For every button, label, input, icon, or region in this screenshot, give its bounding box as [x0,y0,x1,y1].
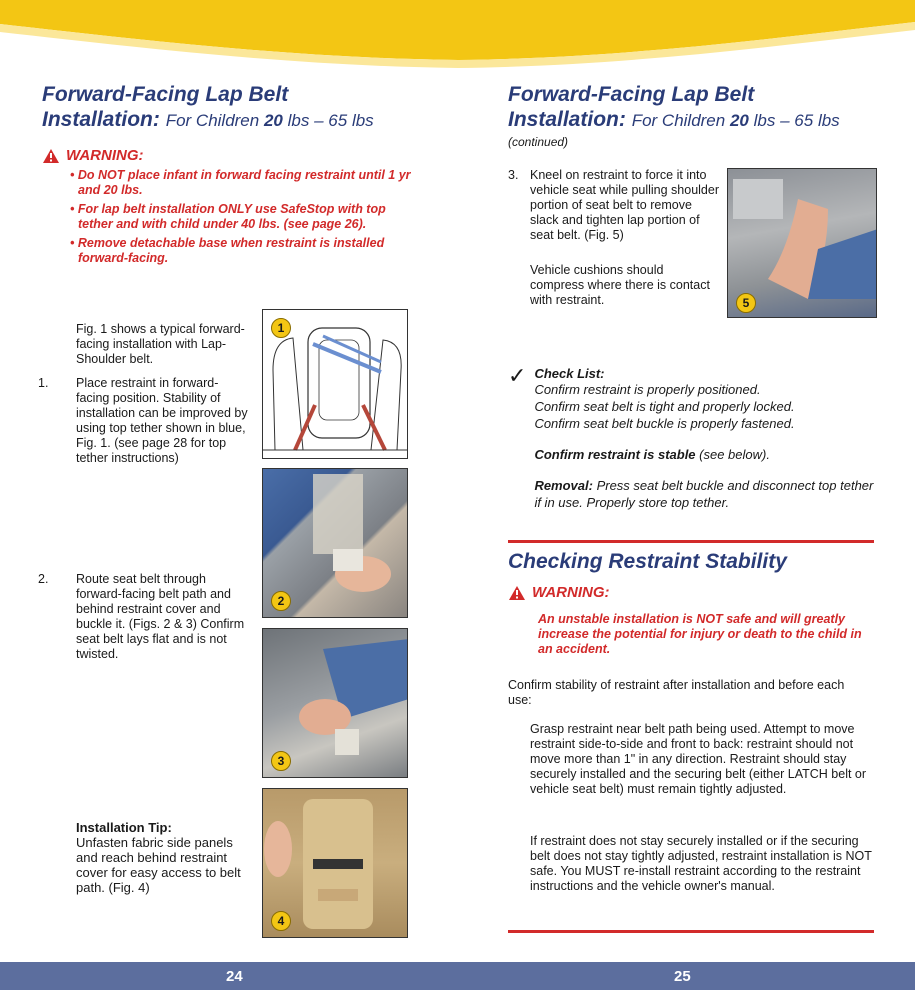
stability-title: Checking Restraint Stability [508,550,787,573]
left-title: Forward-Facing Lap Belt Installation: For Children 20 lbs – 65 lbs [42,83,374,131]
warning-icon [508,585,526,601]
left-page [42,82,427,266]
check-list: ✓ Check List: Confirm restraint is properly positioned. Confirm seat belt is tight and properly locked. Confirm seat belt buckle is properly fastened. Confirm restraint is stable (see below). Removal: Press seat belt buckle and disconnect top tether if in use. Properly store top tether. [508,363,874,510]
figure-1-drawing [262,309,408,459]
figure-5-photo [727,168,877,318]
figure-badge: 4 [271,911,291,931]
page-number-right: 25 [674,968,691,985]
figure-3-photo [262,628,408,778]
fig1-caption: Fig. 1 shows a typical forward-facing installation with Lap-Shoulder belt. [76,322,245,366]
confirm-stable: Confirm restraint is stable (see below). [534,447,770,462]
page-footer [0,962,915,990]
stability-paragraph-2: If restraint does not stay securely installed or if the securing belt does not stay tightly adjusted, restraint installation is NOT safe. You MUST re-install restraint according to the restraint instructions and the vehicle owner's manual. [530,834,872,893]
stability-warning: An unstable installation is NOT safe and will greatly increase the potential for injury or death to the child in an accident. [538,612,862,656]
step-2: 2. Route seat belt through forward-facing belt path and behind restraint cover and buckle it. (Figs. 2 & 3) Confirm seat belt lays flat and is not twisted. [38,572,245,661]
page-number-left: 24 [226,968,243,985]
checklist-item: Confirm restraint is properly positioned. [534,382,761,397]
divider-line [508,930,874,933]
figure-badge: 5 [736,293,756,313]
top-yellow-band [0,0,915,70]
warning-item: • Do NOT place infant in forward facing restraint until 1 yr and 20 lbs. [70,168,411,197]
stability-paragraph-1: Grasp restraint near belt path being used. Attempt to move restraint side-to-side and front to back: restraint should not move more than 1" in any direction. Restraint should stay securely installed and the securing belt (either LATCH belt or vehicle seat belt) must remain tightly adjusted. [530,722,867,796]
figure-badge: 1 [271,318,291,338]
left-warning-heading: WARNING: [42,147,427,164]
warning-icon [42,148,60,164]
stability-intro: Confirm stability of restraint after installation and before each use: [508,678,845,707]
continued-label: (continued) [508,135,569,149]
step-1: 1. Place restraint in forward-facing position. Stability of installation can be improved by using top tether shown in blue, Fig. 1. (see page 28 for top tether instructions) [38,376,248,465]
removal-note: Removal: Press seat belt buckle and disconnect top tether if in use. Properly store top tether. [534,478,874,510]
warning-item: • For lap belt installation ONLY use SafeStop with top tether and with child under 40 lbs. (see page 26). [70,202,386,231]
divider-line [508,540,874,543]
warning-item: • Remove detachable base when restraint is installed forward-facing. [70,236,385,265]
checklist-item: Confirm seat belt is tight and properly locked. [534,399,795,414]
checkmark-icon: ✓ [508,363,527,388]
right-warning-heading: WARNING: [508,584,610,601]
step-3: 3. Kneel on restraint to force it into vehicle seat while pulling shoulder portion of seat belt to remove slack and tighten lap portion of seat belt. (Fig. 5) Vehicle cushions should compress where there is contact with restraint. [508,168,720,307]
right-title: Forward-Facing Lap Belt Installation: For Children 20 lbs – 65 lbs [508,83,840,131]
installation-tip: Installation Tip: Unfasten fabric side panels and reach behind restraint cover for easy access to belt path. (Fig. 4) [76,820,241,895]
checklist-item: Confirm seat belt buckle is properly fastened. [534,416,795,431]
figure-4-photo [262,788,408,938]
right-page [508,82,878,149]
figure-badge: 2 [271,591,291,611]
figure-badge: 3 [271,751,291,771]
figure-2-photo [262,468,408,618]
